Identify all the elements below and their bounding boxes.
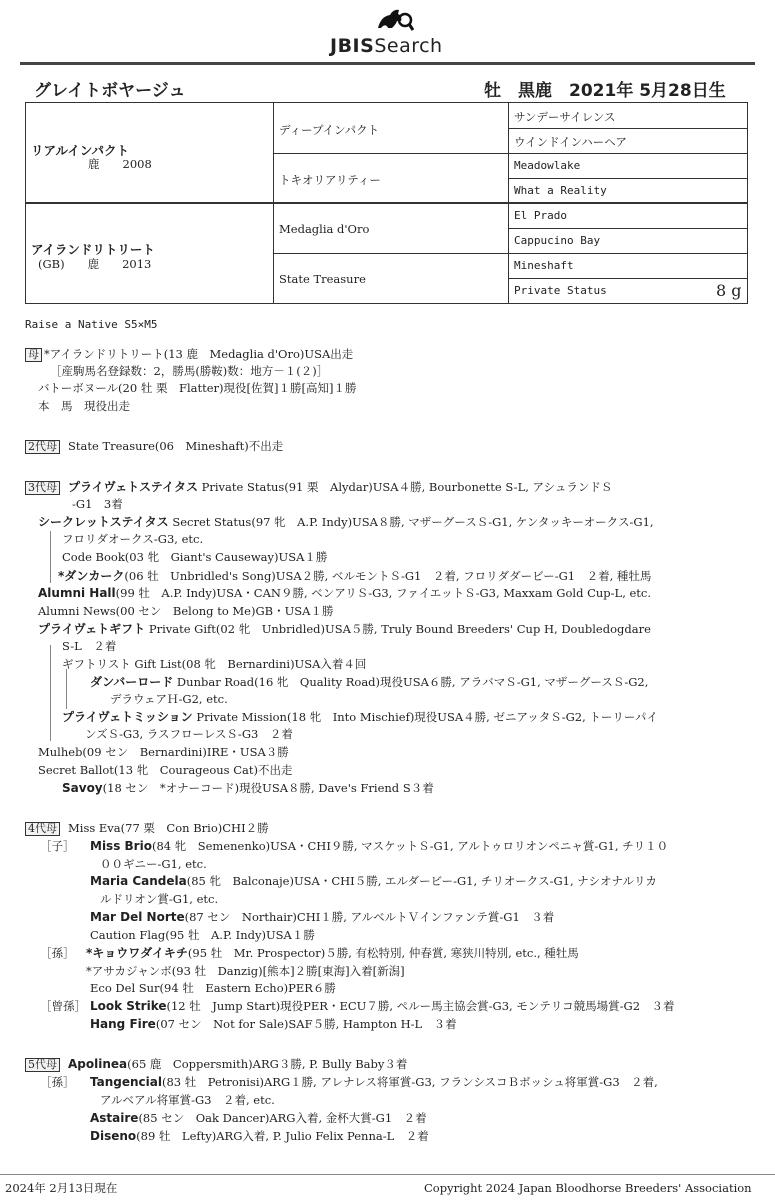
row-text: (83 牡 Petronisi)ARG１勝, アレナレス将軍賞-G3, フランシスコＢボッシュ将軍賞-G3 ２着,: [162, 1075, 658, 1089]
footer-copyright: Copyright 2024 Japan Bloodhorse Breeders' Association: [424, 1181, 752, 1195]
label-grand: ［孫］: [40, 1075, 75, 1089]
row-bold: Maria Candela: [90, 874, 187, 888]
row-bold: プライヴェトミッション: [62, 710, 193, 724]
g3-row: [38, 514, 654, 530]
row-bold: Astaire: [90, 1111, 139, 1125]
row-bold: *ダンカーク: [58, 569, 125, 583]
row-bold: Miss Brio: [90, 839, 152, 853]
footer-rule: [0, 1174, 775, 1175]
label-grand: ［孫］: [40, 946, 75, 960]
g3-head-bold: プライヴェトステイタス: [68, 480, 198, 494]
g3-head-rest: Private Status(91 栗 Alydar)USA４勝, Bourbonette S-L, アシュランドＳ: [197, 480, 613, 494]
g3-ancestor: Mineshaft: [514, 259, 574, 272]
inbreed-count: 8 g: [716, 281, 742, 300]
row-text: (07 セン Not for Sale)SAF５勝, Hampton H-L ３着: [155, 1017, 457, 1031]
g3-ancestor: Meadowlake: [514, 159, 581, 172]
logo-text: [330, 35, 443, 57]
g3-row: [38, 621, 651, 637]
g3-row: Mulheb(09 セン Bernardini)IRE・USA３勝: [38, 745, 289, 759]
row-bold: Look Strike: [90, 999, 167, 1013]
row-bold: Savoy: [62, 781, 103, 795]
g4-row: *アサカジャンボ(93 牡 Danzig)[熊本]２勝[東海]入着[新潟]: [86, 964, 405, 978]
row-bold: Diseno: [90, 1129, 137, 1143]
sire-info: 鹿 2008: [88, 157, 152, 171]
g3-head-cont: -G1 3着: [72, 497, 123, 511]
jbis-logo[interactable]: [0, 6, 775, 56]
g3-row: [90, 674, 648, 690]
g4-row: Eco Del Sur(94 牡 Eastern Echo)PER６勝: [90, 981, 336, 995]
dam-sire: Medaglia d'Oro: [279, 222, 370, 236]
row-bold: Alumni Hall: [38, 586, 116, 600]
horse-name: グレイトボヤージュ: [34, 81, 186, 101]
header-rule: [20, 62, 755, 65]
row-bold: ダンバーロード: [90, 675, 174, 689]
label-great: ［曾孫］: [40, 999, 86, 1013]
g3-row: Secret Ballot(13 牝 Courageous Cat)不出走: [38, 763, 293, 777]
dam-line: ［産駒馬名登録数：2，勝馬(勝鞍)数：地方－１(２)］: [50, 364, 329, 378]
row-text: (06 牡 Unbridled's Song)USA２勝, ベルモントＳ-G1 ２着, フロリダダービー-G1 ２着, 種牡馬: [124, 569, 652, 583]
row-bold: プライヴェトギフト: [38, 622, 146, 636]
row-bold: Tangencial: [90, 1075, 162, 1089]
g3-tag: 3代母: [25, 481, 60, 495]
dam-dam: State Treasure: [279, 272, 366, 286]
g3-section: [25, 479, 612, 495]
dam-line: *アイランドリトリート(13 鹿 Medaglia d'Oro)USA出走: [44, 347, 354, 361]
g5-tag: 5代母: [25, 1058, 60, 1072]
label-child: ［子］: [40, 839, 75, 853]
logo-main: JBIS: [330, 35, 375, 57]
g5-section: [25, 1056, 407, 1072]
g3-row: ギフトリスト Gift List(08 牝 Bernardini)USA入着４回: [62, 657, 367, 671]
g3-ancestor: Private Status: [514, 284, 607, 297]
g2-text: State Treasure(06 Mineshaft)不出走: [68, 439, 284, 453]
g4-row: [90, 998, 675, 1014]
g3-row: フロリダオークス-G3, etc.: [62, 532, 204, 546]
row-text: Dunbar Road(16 牝 Quality Road)現役USA６勝, アラバマＳ-G1, マザーグースＳ-G2,: [173, 675, 649, 689]
g4-row: [86, 945, 579, 961]
inbreeding-note: Raise a Native S5×M5: [25, 318, 158, 331]
g4-section: [25, 820, 269, 836]
row-text: (84 牝 Semenenko)USA・CHI９勝, マスケットＳ-G1, アルトゥロリオンペニャ賞-G1, チリ１０: [151, 839, 669, 853]
g3-row: S-L ２着: [62, 639, 117, 653]
g4-row: ００ギニー-G1, etc.: [100, 857, 207, 871]
row-text: Secret Status(97 牝 A.P. Indy)USA８勝, マザーグースＳ-G1, ケンタッキーオークス-G1,: [168, 515, 654, 529]
g4-row: Caution Flag(95 牡 A.P. Indy)USA１勝: [90, 928, 315, 942]
g3-row: [38, 585, 651, 601]
dam-tag: 母: [25, 348, 42, 362]
g4-row: [90, 873, 657, 889]
row-text: (85 牝 Balconaje)USA・CHI５勝, エルダービー-G1, チリオークス-G1, ナシオナルリカ: [186, 874, 657, 888]
g3-ancestor: What a Reality: [514, 184, 607, 197]
g2-section: [25, 438, 283, 454]
sire-name: リアルインパクト: [31, 143, 130, 158]
row-text: Private Mission(18 牝 Into Mischief)現役USA４勝, ゼニアッタＳ-G2, トーリーパイ: [192, 710, 658, 724]
g5-row: [90, 1128, 429, 1144]
row-text: (87 セン Northair)CHI１勝, アルベルトＶインファンテ賞-G1 ３着: [184, 910, 555, 924]
g4-row: [90, 838, 668, 854]
row-bold: Mar Del Norte: [90, 910, 185, 924]
g3-row: デラウェアＨ-G2, etc.: [110, 692, 228, 706]
row-bold: Hang Fire: [90, 1017, 156, 1031]
g3-row: [62, 780, 434, 796]
sire-sire: ディープインパクト: [279, 123, 380, 137]
row-text: (18 セン *オナーコード)現役USA８勝, Dave's Friend S３着: [102, 781, 434, 795]
pedigree-table: [25, 102, 748, 304]
dam-line: バトーボヌール(20 牡 栗 Flatter)現役[佐賀]１勝[高知]１勝: [38, 381, 357, 395]
g3-row: ンズＳ-G3, ラスフローレスＳ-G3 ２着: [85, 727, 293, 741]
g5-row: アルベアル将軍賞-G3 ２着, etc.: [100, 1093, 275, 1107]
dam-line: 本 馬 現役出走: [38, 399, 130, 413]
g3-row: [58, 568, 651, 584]
footer-date: 2024年 2月13日現在: [5, 1181, 118, 1195]
row-bold: *キョウワダイキチ: [86, 946, 188, 960]
g5-head-bold: Apolinea: [68, 1057, 128, 1071]
horse-logo-icon: [372, 6, 414, 36]
row-text: (85 セン Oak Dancer)ARG入着, 金杯大賞-G1 ２着: [138, 1111, 427, 1125]
g3-ancestor: Cappucino Bay: [514, 234, 601, 247]
dam-info: (GB) 鹿 2013: [38, 257, 152, 271]
g4-tag: 4代母: [25, 822, 60, 836]
g5-row: [90, 1110, 427, 1126]
row-text: (99 牡 A.P. Indy)USA・CAN９勝, ベンアリＳ-G3, ファイエットＳ-G3, Maxxam Gold Cup-L, etc.: [115, 586, 652, 600]
g4-row: [90, 909, 554, 925]
row-text: (12 牡 Jump Start)現役PER・ECU７勝, ペルー馬主協会賞-G3, モンテリコ競馬場賞-G2 ３着: [166, 999, 675, 1013]
sire-dam: トキオリアリティー: [279, 173, 381, 187]
row-text: Private Gift(02 牝 Unbridled)USA５勝, Truly Bound Breeders' Cup H, Doubledogdare: [145, 622, 651, 636]
g2-tag: 2代母: [25, 440, 60, 454]
g3-row: [62, 709, 658, 725]
row-bold: シークレットステイタス: [38, 515, 169, 529]
dam-name: アイランドリトリート: [31, 242, 155, 257]
horse-meta: 牡 黒鹿 2021年 5月28日生: [484, 81, 726, 101]
g5-head-rest: (65 鹿 Coppersmith)ARG３勝, P. Bully Baby３着: [127, 1057, 408, 1071]
g3-ancestor: ウインドインハーヘア: [514, 135, 627, 149]
g4-row: [90, 1016, 457, 1032]
g5-row: [90, 1074, 658, 1090]
row-text: (95 牡 Mr. Prospector)５勝, 有松特別, 仲春賞, 寒狭川特別, etc., 種牡馬: [187, 946, 579, 960]
row-text: (89 牡 Lefty)ARG入着, P. Julio Felix Penna-L ２着: [136, 1129, 429, 1143]
g3-ancestor: El Prado: [514, 209, 567, 222]
dam-section: [25, 346, 353, 362]
g3-row: Alumni News(00 セン Belong to Me)GB・USA１勝: [38, 604, 334, 618]
g3-row: Code Book(03 牝 Giant's Causeway)USA１勝: [62, 550, 328, 564]
logo-sub: Search: [374, 35, 443, 57]
g3-ancestor: サンデーサイレンス: [514, 110, 616, 124]
g4-row: ルドリオン賞-G1, etc.: [100, 892, 219, 906]
g4-text: Miss Eva(77 栗 Con Brio)CHI２勝: [68, 821, 269, 835]
